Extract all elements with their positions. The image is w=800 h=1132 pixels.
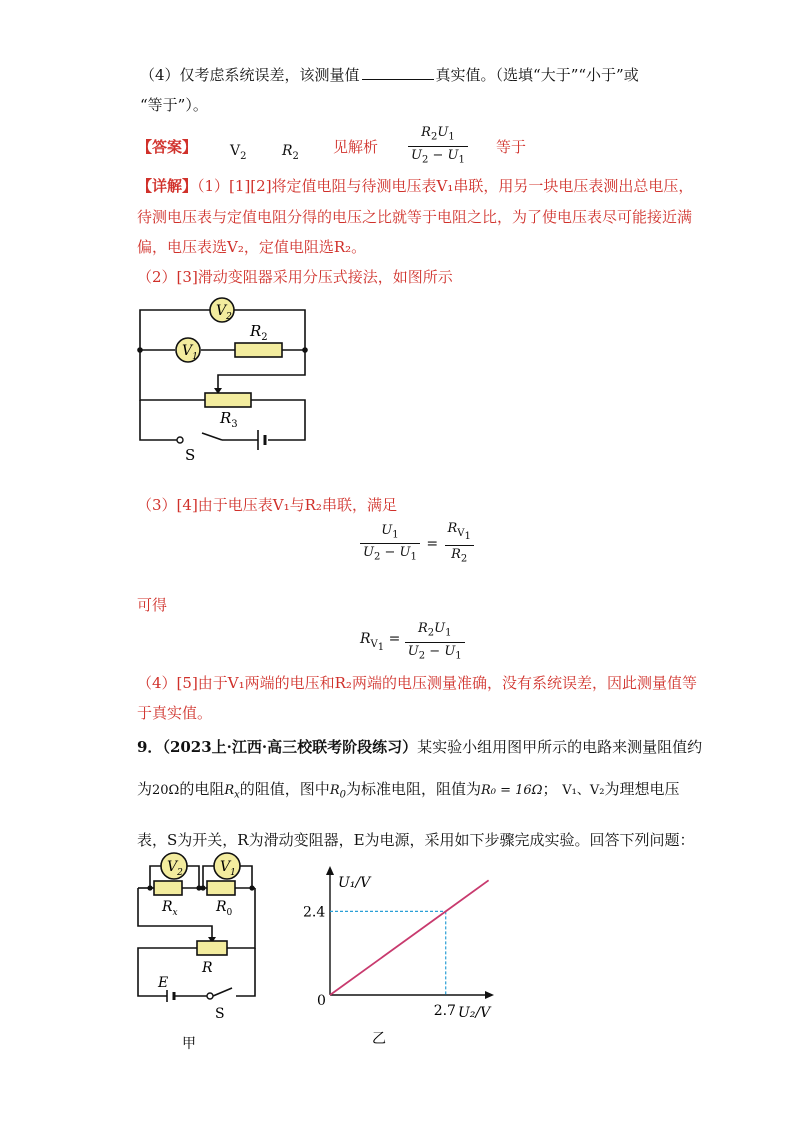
chart-yi xyxy=(290,865,510,1055)
answer-label: 【答案】 xyxy=(137,138,198,156)
series-line xyxy=(330,880,489,995)
v1-label: $V_1$ xyxy=(182,343,198,362)
origin-label: 0 xyxy=(317,993,326,1009)
rheostat-r xyxy=(197,941,227,955)
circuit-diagram-1 xyxy=(130,290,330,465)
detail-line3: 偏，电压表选V₂，定值电阻选R₂。 xyxy=(137,238,367,256)
q4-line1: （4）仅考虑系统误差，该测量值 真实值。（选填“大于”“小于”或 xyxy=(140,66,639,84)
detail-line2: 待测电压表与定值电阻分得的电压之比就等于电阻之比，为了使电压表尽可能接近满 xyxy=(137,208,693,226)
x-axis-label: U₂/V xyxy=(458,1005,491,1021)
r2-label: $R_2$ xyxy=(250,322,268,343)
x-tick-label: 2.7 xyxy=(433,1003,456,1019)
rheostat-r3 xyxy=(205,393,251,407)
svg-text:E: E xyxy=(158,975,169,991)
resistor-rx xyxy=(154,881,182,895)
svg-text:S: S xyxy=(215,1006,225,1022)
switch-icon xyxy=(177,437,183,443)
detail-line5: （3）[4]由于电压表V₁与R₂串联，满足 xyxy=(137,496,397,514)
detail-line8: 于真实值。 xyxy=(137,704,213,722)
equation-1: $\frac{U_1}{U_2 - U_1}$ = $\frac{R_{V_1}}{R_2}$ xyxy=(360,520,474,567)
resistor-r0 xyxy=(207,881,235,895)
caption-yi: 乙 xyxy=(372,1031,386,1047)
q9-line3: 表，S为开关，R为滑动变阻器，E为电源，采用如下步骤完成实验。回答下列问题： xyxy=(137,831,695,849)
caption-jia: 甲 xyxy=(182,1036,196,1050)
circuit-diagram-jia xyxy=(120,850,285,1050)
detail-line1: 【详解】（1）[1][2]将定值电阻与待测电压表V₁串联，用另一块电压表测出总电压， xyxy=(137,177,694,195)
q9-line1: 9．（2023上·江西·高三校联考阶段练习）某实验小组用图甲所示的电路来测量阻值约 xyxy=(137,738,703,756)
switch-icon xyxy=(207,993,213,999)
svg-text:R0: $R_0$ xyxy=(216,899,233,918)
answer-1: $V_2$ xyxy=(230,143,247,162)
answer-2: $R_2$ xyxy=(282,143,299,162)
y-axis-label: U₁/V xyxy=(338,875,371,891)
svg-text:V2: $V_2$ xyxy=(167,859,183,878)
svg-text:Rx: $R_x$ xyxy=(162,899,178,918)
switch-label: S xyxy=(185,446,196,464)
v2-label: $V_2$ xyxy=(216,303,232,322)
q9-line2: 为20Ω的电阻$R_x$的阻值，图中$R_0$为标准电阻，阻值为R₀ = 16Ω； V₁、V₂为理想电压 xyxy=(137,780,680,801)
svg-text:R: R xyxy=(202,960,213,976)
detail-line4: （2）[3]滑动变阻器采用分压式接法，如图所示 xyxy=(137,268,453,286)
equation-2: $R_{V_1}$ = $\frac{R_2U_1}{U_2 - U_1}$ xyxy=(360,620,465,664)
answer-5: 等于 xyxy=(496,138,527,156)
detail-line7: （4）[5]由于V₁两端的电压和R₂两端的电压测量准确，没有系统误差，因此测量值等 xyxy=(137,674,697,692)
r3-label: $R_3$ xyxy=(220,409,238,430)
y-tick-label: 2.4 xyxy=(303,904,326,921)
resistor-r2 xyxy=(235,343,282,357)
answer-blank xyxy=(362,65,434,80)
q4-line2: “等于”）。 xyxy=(140,96,208,114)
answer-3: 见解析 xyxy=(333,138,379,156)
answer-4-formula: $\frac{R_2U_1}{U_2 - U_1}$ xyxy=(408,124,468,168)
detail-line6: 可得 xyxy=(137,596,168,614)
svg-text:V1: $V_1$ xyxy=(220,859,236,878)
